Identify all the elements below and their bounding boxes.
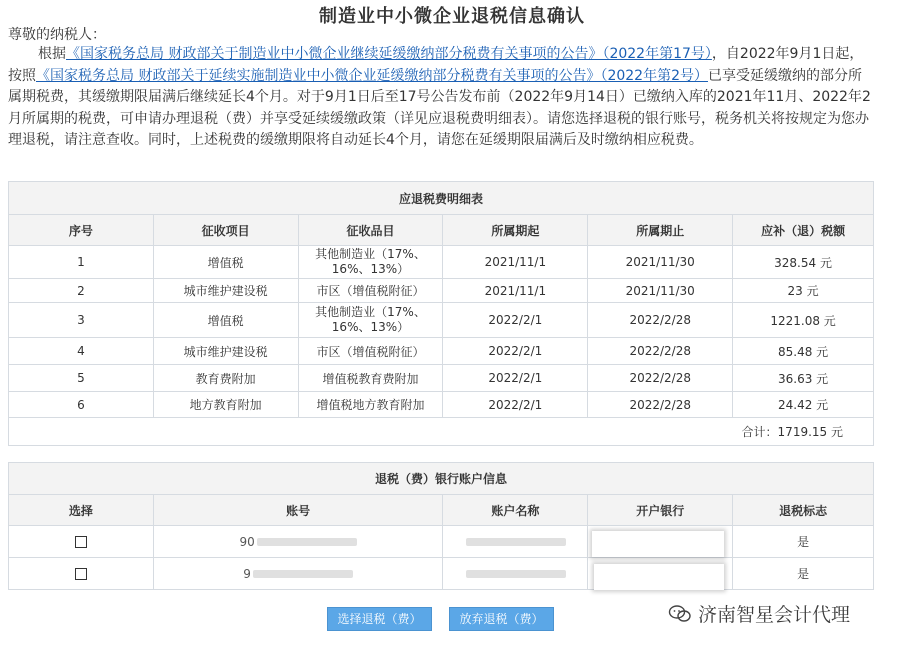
table-row — [9, 392, 874, 418]
row-number: 2 — [9, 279, 154, 303]
account-name — [443, 526, 588, 558]
levy-subitem-line1: 其他制造业（17%、 — [315, 247, 426, 261]
row-number: 6 — [9, 392, 154, 418]
refund-flag: 是 — [733, 558, 874, 590]
levy-subitem-line2: 16%、13%） — [331, 262, 410, 276]
period-end: 2021/11/30 — [588, 279, 733, 303]
refund-amount: 24.42 元 — [733, 392, 874, 418]
redacted-account-number — [253, 570, 353, 578]
refund-amount: 85.48 元 — [733, 338, 874, 365]
refund-table-caption: 应退税费明细表 — [9, 182, 874, 215]
notice-paragraph — [8, 44, 872, 152]
select-cell — [9, 558, 154, 590]
redacted-account-name — [466, 538, 566, 546]
refund-flag: 是 — [733, 526, 874, 558]
refund-amount: 36.63 元 — [733, 365, 874, 392]
column-header: 开户银行 — [588, 495, 733, 526]
bank-table-caption: 退税（费）银行账户信息 — [9, 463, 874, 495]
table-row — [9, 365, 874, 392]
levy-subitem: 市区（增值税附征） — [298, 338, 443, 365]
redacted-account-name — [466, 570, 566, 578]
column-header: 账户名称 — [443, 495, 588, 526]
period-end: 2022/2/28 — [588, 392, 733, 418]
period-start: 2022/2/1 — [443, 338, 588, 365]
watermark-text: 济南智星会计代理 — [698, 604, 851, 626]
levy-subitem: 增值税教育费附加 — [298, 365, 443, 392]
announcement-17-link[interactable]: 《国家税务总局 财政部关于制造业中小微企业继续延缓缴纳部分税费有关事项的公告》（2022年第17号） — [66, 46, 712, 62]
abandon-refund-button[interactable]: 放弃退税（费） — [449, 607, 554, 631]
refund-total: 合计：1719.15 元 — [9, 418, 874, 446]
period-end: 2022/2/28 — [588, 303, 733, 338]
levy-subitem-line1: 其他制造业（17%、 — [315, 305, 426, 319]
select-cell — [9, 526, 154, 558]
bank-account-table — [8, 462, 874, 590]
refund-amount: 23 元 — [733, 279, 874, 303]
row-number: 5 — [9, 365, 154, 392]
column-header: 应补（退）税额 — [733, 215, 874, 246]
column-header: 所属期起 — [443, 215, 588, 246]
account-name — [443, 558, 588, 590]
account-number-prefix: 90 — [239, 534, 255, 549]
wechat-icon — [668, 604, 692, 624]
watermark — [668, 600, 850, 627]
levy-item: 增值税 — [153, 246, 298, 279]
column-header: 征收品目 — [298, 215, 443, 246]
notice-text-1: 根据 — [38, 46, 66, 62]
levy-item: 增值税 — [153, 303, 298, 338]
redacted-account-number — [257, 538, 357, 546]
row-number: 1 — [9, 246, 154, 279]
greeting: 尊敬的纳税人： — [8, 27, 106, 43]
column-header: 选择 — [9, 495, 154, 526]
levy-item: 城市维护建设税 — [153, 279, 298, 303]
select-refund-button[interactable]: 选择退税（费） — [327, 607, 432, 631]
column-header: 序号 — [9, 215, 154, 246]
account-number-prefix: 9 — [243, 566, 251, 581]
redaction-mask — [594, 564, 724, 590]
table-row — [9, 279, 874, 303]
period-end: 2021/11/30 — [588, 246, 733, 279]
notice-text-3: 已享受延缓缴纳的部分所属期税费，其缓缴期限届满后继续延长4个月。对于9月1日后至17号公告发布前（2022年9月14日）已缴纳入库的2021年11月、2022年2月所属期的税费，可申请办理退税（费）并享受延续缓缴政策（详见应退税费明细表）。请您选择退税的银行账号，税务机关将按规定为您办理退税，请注意查收。同时，上述税费的缓缴期限将自动延长4个月，请您在延缓期限届满后及时缴纳相应税费。 — [8, 67, 871, 148]
refund-amount: 1221.08 元 — [733, 303, 874, 338]
levy-item: 地方教育附加 — [153, 392, 298, 418]
levy-item: 教育费附加 — [153, 365, 298, 392]
column-header: 退税标志 — [733, 495, 874, 526]
levy-subitem — [298, 246, 443, 279]
period-start: 2021/11/1 — [443, 279, 588, 303]
column-header: 所属期止 — [588, 215, 733, 246]
account-number — [153, 558, 443, 590]
notice-text-2: ，自2022年9月1日起，按照 — [8, 46, 864, 84]
levy-subitem — [298, 303, 443, 338]
table-row — [9, 338, 874, 365]
table-row — [9, 558, 874, 590]
announcement-2-link[interactable]: 《国家税务总局 财政部关于延续实施制造业中小微企业延缓缴纳部分税费有关事项的公告》（2022年第2号） — [36, 67, 708, 84]
account-select-checkbox[interactable] — [75, 568, 87, 580]
levy-subitem: 增值税地方教育附加 — [298, 392, 443, 418]
table-row — [9, 526, 874, 558]
levy-subitem: 市区（增值税附征） — [298, 279, 443, 303]
account-number — [153, 526, 443, 558]
period-end: 2022/2/28 — [588, 338, 733, 365]
table-row — [9, 246, 874, 279]
column-header: 账号 — [153, 495, 443, 526]
refund-detail-table — [8, 181, 874, 446]
period-start: 2021/11/1 — [443, 246, 588, 279]
period-start: 2022/2/1 — [443, 303, 588, 338]
period-start: 2022/2/1 — [443, 365, 588, 392]
page-title: 制造业中小微企业退税信息确认 — [319, 6, 585, 27]
levy-item: 城市维护建设税 — [153, 338, 298, 365]
table-row — [9, 303, 874, 338]
row-number: 3 — [9, 303, 154, 338]
period-end: 2022/2/28 — [588, 365, 733, 392]
row-number: 4 — [9, 338, 154, 365]
levy-subitem-line2: 16%、13%） — [331, 320, 410, 334]
column-header: 征收项目 — [153, 215, 298, 246]
period-start: 2022/2/1 — [443, 392, 588, 418]
account-select-checkbox[interactable] — [75, 536, 87, 548]
refund-amount: 328.54 元 — [733, 246, 874, 279]
redaction-mask — [592, 531, 724, 557]
